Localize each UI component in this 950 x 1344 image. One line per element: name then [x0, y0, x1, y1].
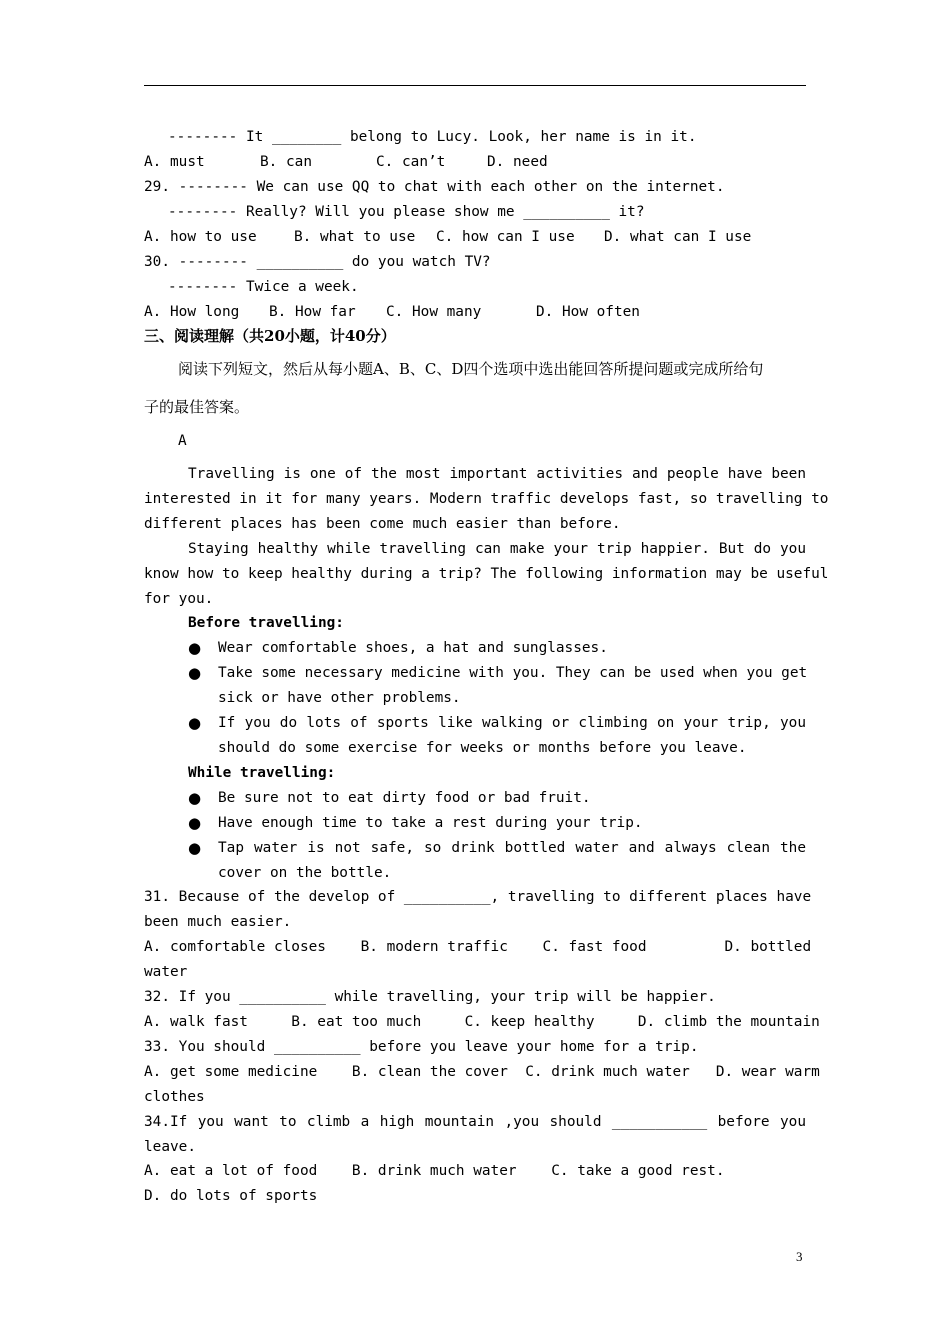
q31-stem-line2: been much easier.	[144, 914, 292, 930]
while-travelling-heading: While travelling:	[188, 765, 336, 781]
bullet-icon: ●	[188, 789, 202, 807]
q31-options-line1: A. comfortable closes B. modern traffic C. fast food D. bottled	[144, 939, 812, 955]
q30-option-b: B. How far	[269, 304, 356, 320]
q29-option-a: A. how to use	[144, 229, 257, 245]
passage-p2-line1: Staying healthy while travelling can make your trip happier. But do you	[188, 541, 806, 557]
q30-option-c: C. How many	[386, 304, 482, 320]
passage-p1-line2: interested in it for many years. Modern traffic develops fast, so travelling to	[144, 491, 829, 507]
q34-stem-line2: leave.	[144, 1139, 196, 1155]
q30-stem: 30. -------- __________ do you watch TV?	[144, 254, 491, 270]
passage-p2-line3: for you.	[144, 591, 214, 607]
page-number: 3	[796, 1249, 803, 1264]
before-item-2-cont: sick or have other problems.	[218, 690, 461, 706]
bullet-icon: ●	[188, 639, 202, 657]
q31-options-line2: water	[144, 964, 188, 980]
q32-options: A. walk fast B. eat too much C. keep healthy D. climb the mountain	[144, 1014, 820, 1030]
section-heading: 三、阅读理解（共20小题，计40分）	[144, 327, 396, 345]
while-item-1: Be sure not to eat dirty food or bad fruit.	[218, 790, 591, 806]
q29-dialog: -------- Really? Will you please show me __________ it?	[168, 204, 645, 220]
while-item-2: Have enough time to take a rest during your trip.	[218, 815, 643, 831]
before-item-1: Wear comfortable shoes, a hat and sunglasses.	[218, 640, 608, 656]
before-travelling-heading: Before travelling:	[188, 615, 344, 631]
before-item-3: If you do lots of sports like walking or climbing on your trip, you	[218, 715, 806, 731]
section-instruction-line1: 阅读下列短文，然后从每小题A、B、C、D四个选项中选出能回答所提问题或完成所给句	[178, 360, 764, 378]
header-rule	[144, 85, 806, 86]
q33-options-line1: A. get some medicine B. clean the cover C. drink much water D. wear warm	[144, 1064, 820, 1080]
q30-dialog: -------- Twice a week.	[168, 279, 359, 295]
passage-label: A	[178, 433, 187, 449]
bullet-icon: ●	[188, 814, 202, 832]
q31-stem-line1: 31. Because of the develop of __________, travelling to different places have	[144, 889, 812, 905]
q29-option-d: D. what can I use	[604, 229, 752, 245]
while-item-3-cont: cover on the bottle.	[218, 865, 392, 881]
q28-option-d: D. need	[487, 154, 548, 170]
before-item-3-cont: should do some exercise for weeks or months before you leave.	[218, 740, 747, 756]
section-instruction-line2: 子的最佳答案。	[144, 398, 250, 416]
passage-p1-line3: different places has been come much easier than before.	[144, 516, 621, 532]
q34-options-line2: D. do lots of sports	[144, 1188, 318, 1204]
q34-options-line1: A. eat a lot of food B. drink much water C. take a good rest.	[144, 1163, 725, 1179]
q28-option-c: C. can’t	[376, 154, 446, 170]
bullet-icon: ●	[188, 664, 202, 682]
q28-option-b: B. can	[260, 154, 312, 170]
while-item-3: Tap water is not safe, so drink bottled water and always clean the	[218, 840, 806, 856]
q28-dialog: -------- It ________ belong to Lucy. Look, her name is in it.	[168, 129, 697, 145]
q33-stem: 33. You should __________ before you leave your home for a trip.	[144, 1039, 699, 1055]
bullet-icon: ●	[188, 839, 202, 857]
before-item-2: Take some necessary medicine with you. They can be used when you get	[218, 665, 808, 681]
q28-option-a: A. must	[144, 154, 205, 170]
q33-options-line2: clothes	[144, 1089, 205, 1105]
passage-p2-line2: know how to keep healthy during a trip? The following information may be useful	[144, 566, 829, 582]
q29-stem: 29. -------- We can use QQ to chat with each other on the internet.	[144, 179, 725, 195]
bullet-icon: ●	[188, 714, 202, 732]
q29-option-c: C. how can I use	[436, 229, 575, 245]
q30-option-d: D. How often	[536, 304, 640, 320]
q34-stem-line1: 34.If you want to climb a high mountain ,you should ___________ before you	[144, 1114, 806, 1130]
q32-stem: 32. If you __________ while travelling, your trip will be happier.	[144, 989, 716, 1005]
q30-option-a: A. How long	[144, 304, 240, 320]
passage-p1-line1: Travelling is one of the most important activities and people have been	[188, 466, 806, 482]
q29-option-b: B. what to use	[294, 229, 416, 245]
